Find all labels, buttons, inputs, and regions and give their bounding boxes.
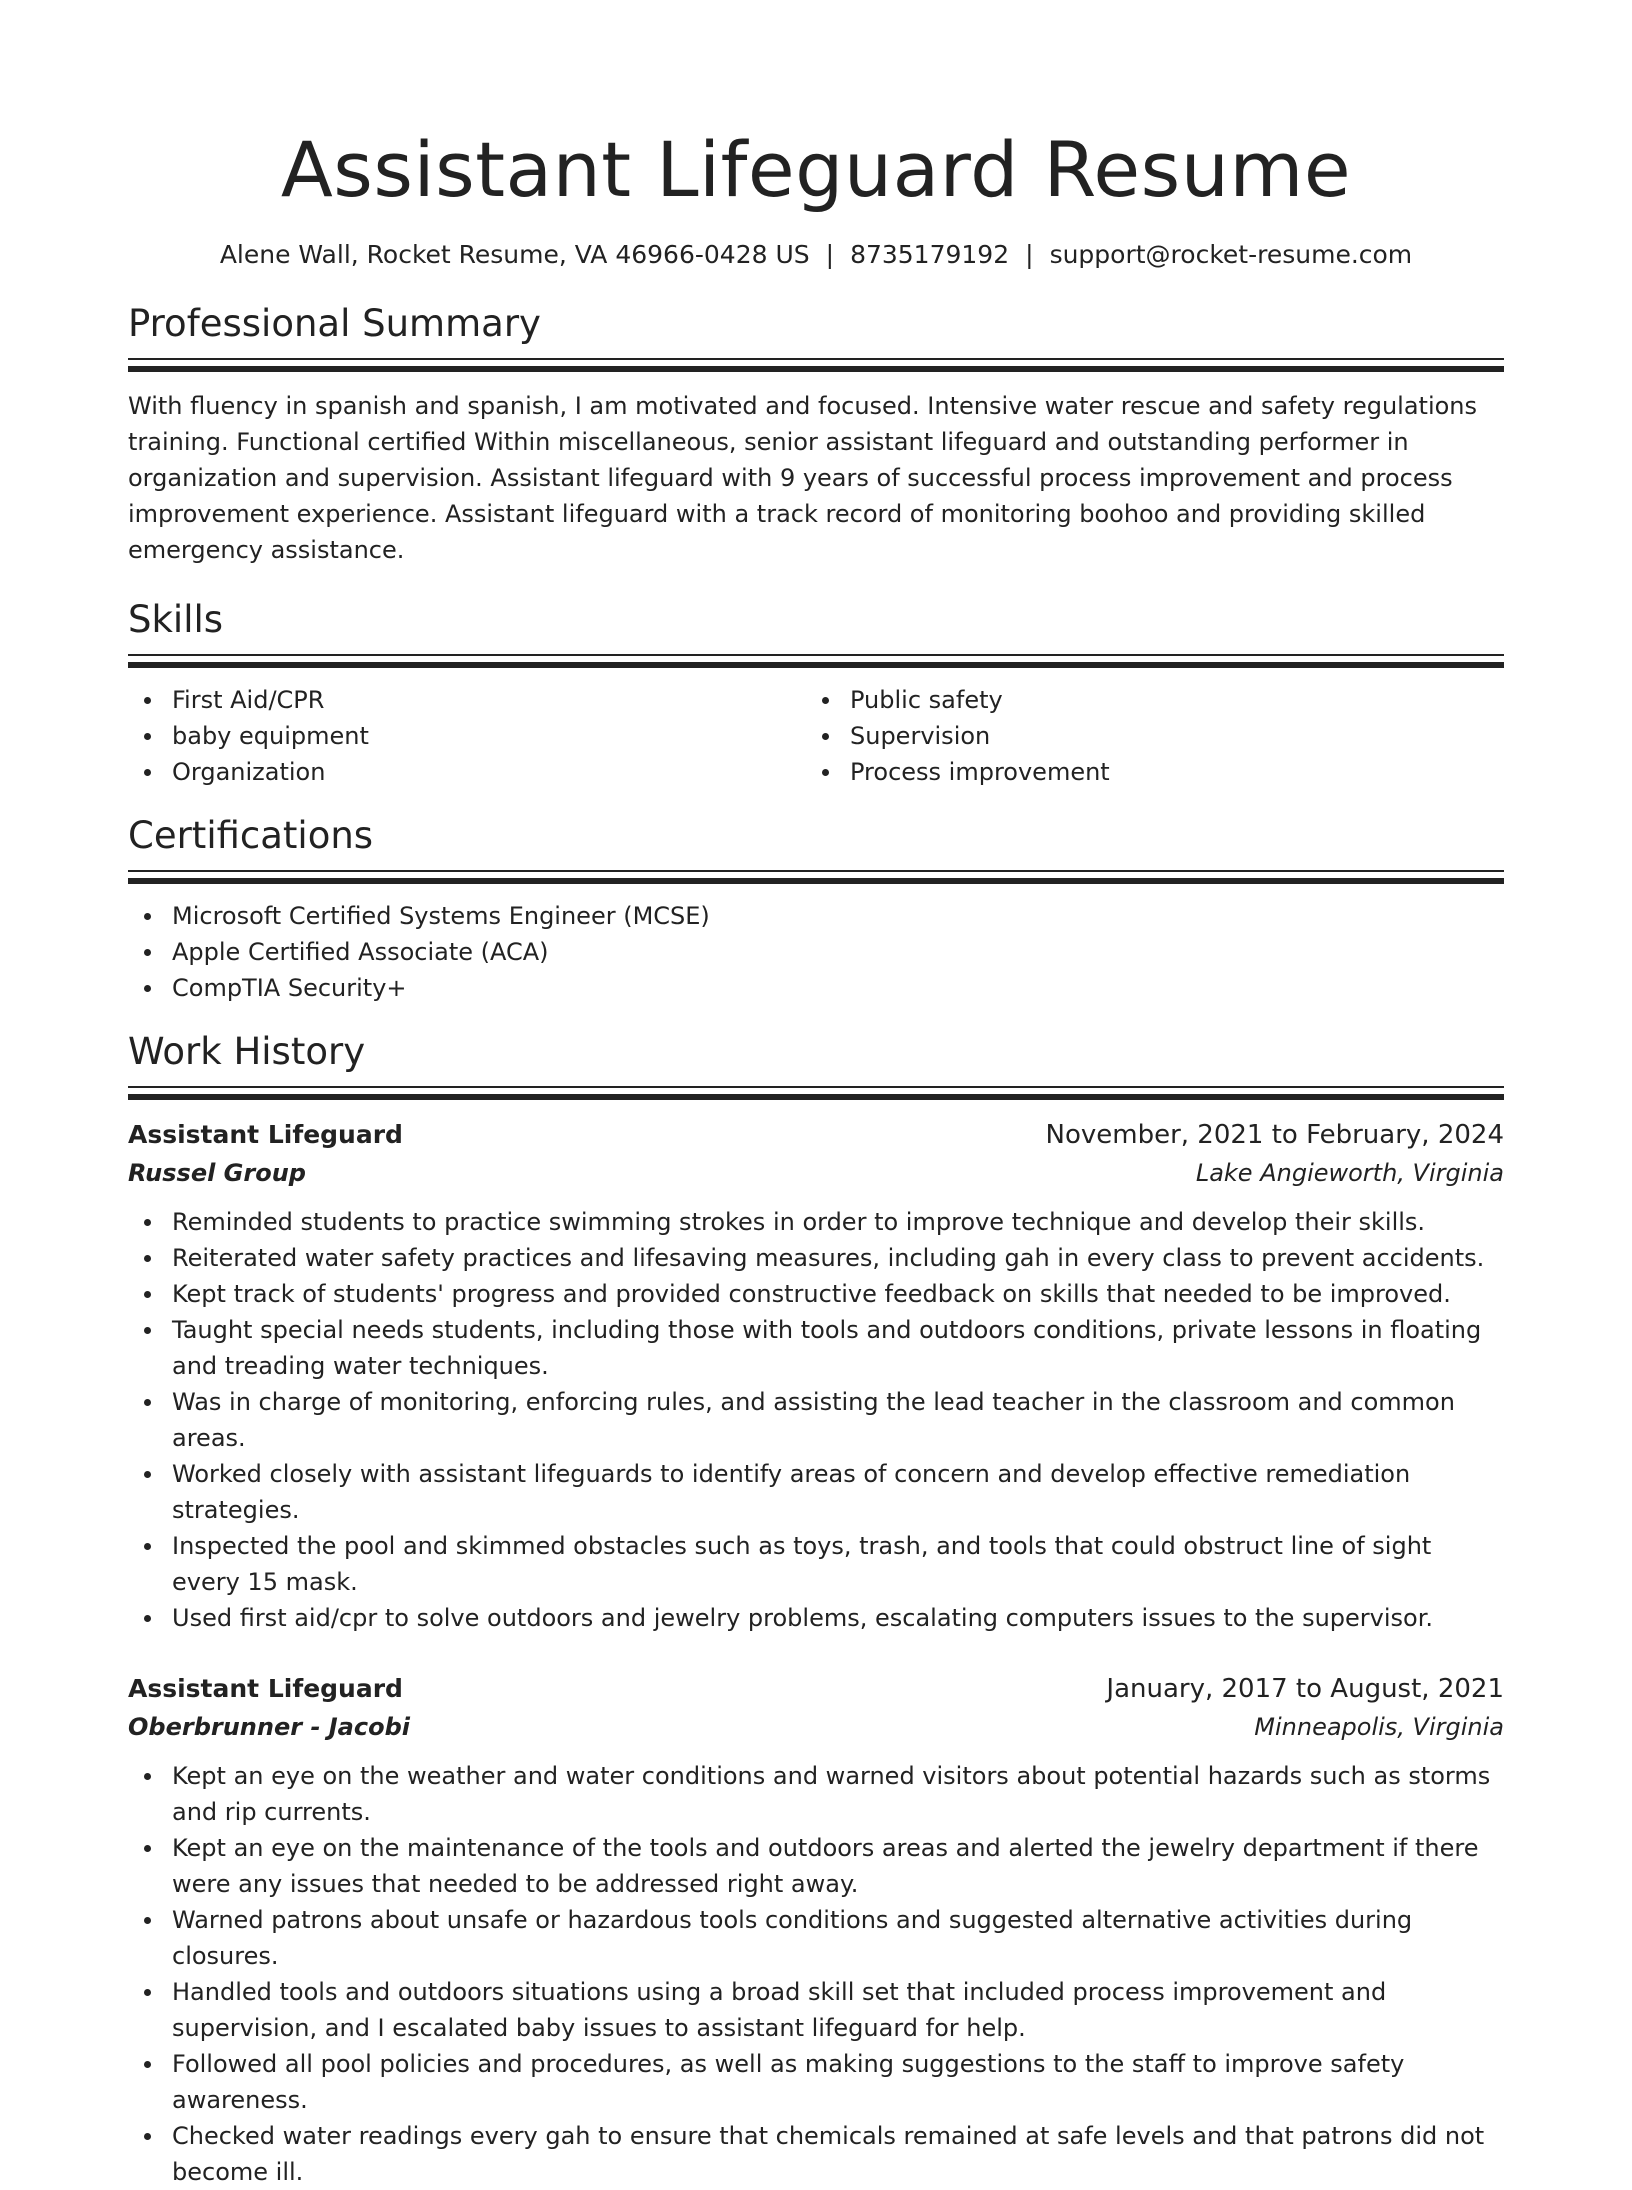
summary-text: With fluency in spanish and spanish, I am motivated and focused. Intensive water rescue and safety regulations training. Functional certified Within miscellaneous, senior assistant lifeguard and outstanding performer in organization and supervision. Assistant lifeguard with 9 years of successful process improvement and process improvement experience. Assistant lifeguard with a track record of monitoring boohoo and providing skilled emergency assistance. (128, 392, 1478, 564)
job-title: Assistant Lifeguard (128, 1120, 403, 1149)
skills-grid (128, 682, 1504, 790)
job-duties (128, 1758, 1504, 2190)
contact-line (128, 238, 1504, 272)
section-heading-certifications: Certifications (128, 814, 374, 857)
job-duty-item: Was in charge of monitoring, enforcing rules, and assisting the lead teacher in the classroom and common areas. (128, 1384, 1504, 1456)
job-duty-item: Inspected the pool and skimmed obstacles such as toys, trash, and tools that could obstruct line of sight every 15 mask. (128, 1528, 1504, 1600)
section-heading-summary: Professional Summary (128, 302, 541, 345)
section-divider (128, 654, 1504, 668)
job-entry (128, 1116, 1504, 1636)
skill-item: Organization (128, 754, 806, 790)
skill-item: First Aid/CPR (128, 682, 806, 718)
job-dates: November, 2021 to February, 2024 (1045, 1120, 1504, 1150)
resume-title: Assistant Lifeguard Resume (280, 125, 1352, 214)
job-duty-item: Worked closely with assistant lifeguards to identify areas of concern and develop effective remediation strategies. (128, 1456, 1504, 1528)
job-duties (128, 1204, 1504, 1636)
job-duty-item: Reminded students to practice swimming strokes in order to improve technique and develop their skills. (128, 1204, 1504, 1240)
job-duty-item: Used first aid/cpr to solve outdoors and jewelry problems, escalating computers issues to the supervisor. (128, 1600, 1504, 1636)
work-history-section (128, 1028, 1504, 2190)
certification-item: CompTIA Security+ (128, 970, 1504, 1006)
job-duty-item: Followed all pool policies and procedures, as well as making suggestions to the staff to improve safety awareness. (128, 2046, 1504, 2118)
job-subheader (128, 1708, 1504, 1746)
job-location: Minneapolis, Virginia (1254, 1713, 1504, 1741)
skill-item: Public safety (806, 682, 1484, 718)
job-title: Assistant Lifeguard (128, 1674, 403, 1703)
skills-list-right (806, 682, 1484, 790)
job-header (128, 1116, 1504, 1154)
resume-page (128, 0, 1504, 2190)
certification-item: Apple Certified Associate (ACA) (128, 934, 1504, 970)
job-entry (128, 1670, 1504, 2190)
section-divider (128, 1086, 1504, 1100)
job-header (128, 1670, 1504, 1708)
job-duty-item: Taught special needs students, including those with tools and outdoors conditions, private lessons in floating and treading water techniques. (128, 1312, 1504, 1384)
contact-phone: 8735179192 (850, 240, 1010, 269)
section-divider (128, 358, 1504, 372)
contact-address: Alene Wall, Rocket Resume, VA 46966-0428 US (219, 240, 810, 269)
job-duty-item: Kept track of students' progress and provided constructive feedback on skills that needed to be improved. (128, 1276, 1504, 1312)
skill-item: Process improvement (806, 754, 1484, 790)
job-subheader (128, 1154, 1504, 1192)
job-dates: January, 2017 to August, 2021 (1106, 1674, 1504, 1704)
section-heading-skills: Skills (128, 598, 224, 641)
contact-email: support@rocket-resume.com (1049, 240, 1413, 269)
certification-item: Microsoft Certified Systems Engineer (MCSE) (128, 898, 1504, 934)
contact-separator: | (825, 240, 835, 269)
skill-item: Supervision (806, 718, 1484, 754)
job-location: Lake Angieworth, Virginia (1195, 1159, 1504, 1187)
summary-section (128, 300, 1504, 568)
section-divider (128, 870, 1504, 884)
job-company: Russel Group (128, 1159, 306, 1187)
job-duty-item: Checked water readings every gah to ensure that chemicals remained at safe levels and that patrons did not become ill. (128, 2118, 1504, 2190)
skills-section (128, 596, 1504, 790)
job-duty-item: Kept an eye on the maintenance of the tools and outdoors areas and alerted the jewelry department if there were any issues that needed to be addressed right away. (128, 1830, 1504, 1902)
certifications-list (128, 898, 1504, 1006)
skill-item: baby equipment (128, 718, 806, 754)
job-duty-item: Handled tools and outdoors situations using a broad skill set that included process improvement and supervision, and I escalated baby issues to assistant lifeguard for help. (128, 1974, 1504, 2046)
section-heading-work-history: Work History (128, 1030, 366, 1073)
job-duty-item: Kept an eye on the weather and water conditions and warned visitors about potential hazards such as storms and rip currents. (128, 1758, 1504, 1830)
job-company: Oberbrunner - Jacobi (128, 1713, 410, 1741)
job-duty-item: Reiterated water safety practices and lifesaving measures, including gah in every class to prevent accidents. (128, 1240, 1504, 1276)
skills-list-left (128, 682, 806, 790)
job-duty-item: Warned patrons about unsafe or hazardous tools conditions and suggested alternative activities during closures. (128, 1902, 1504, 1974)
certifications-section (128, 812, 1504, 1006)
contact-separator: | (1025, 240, 1034, 269)
